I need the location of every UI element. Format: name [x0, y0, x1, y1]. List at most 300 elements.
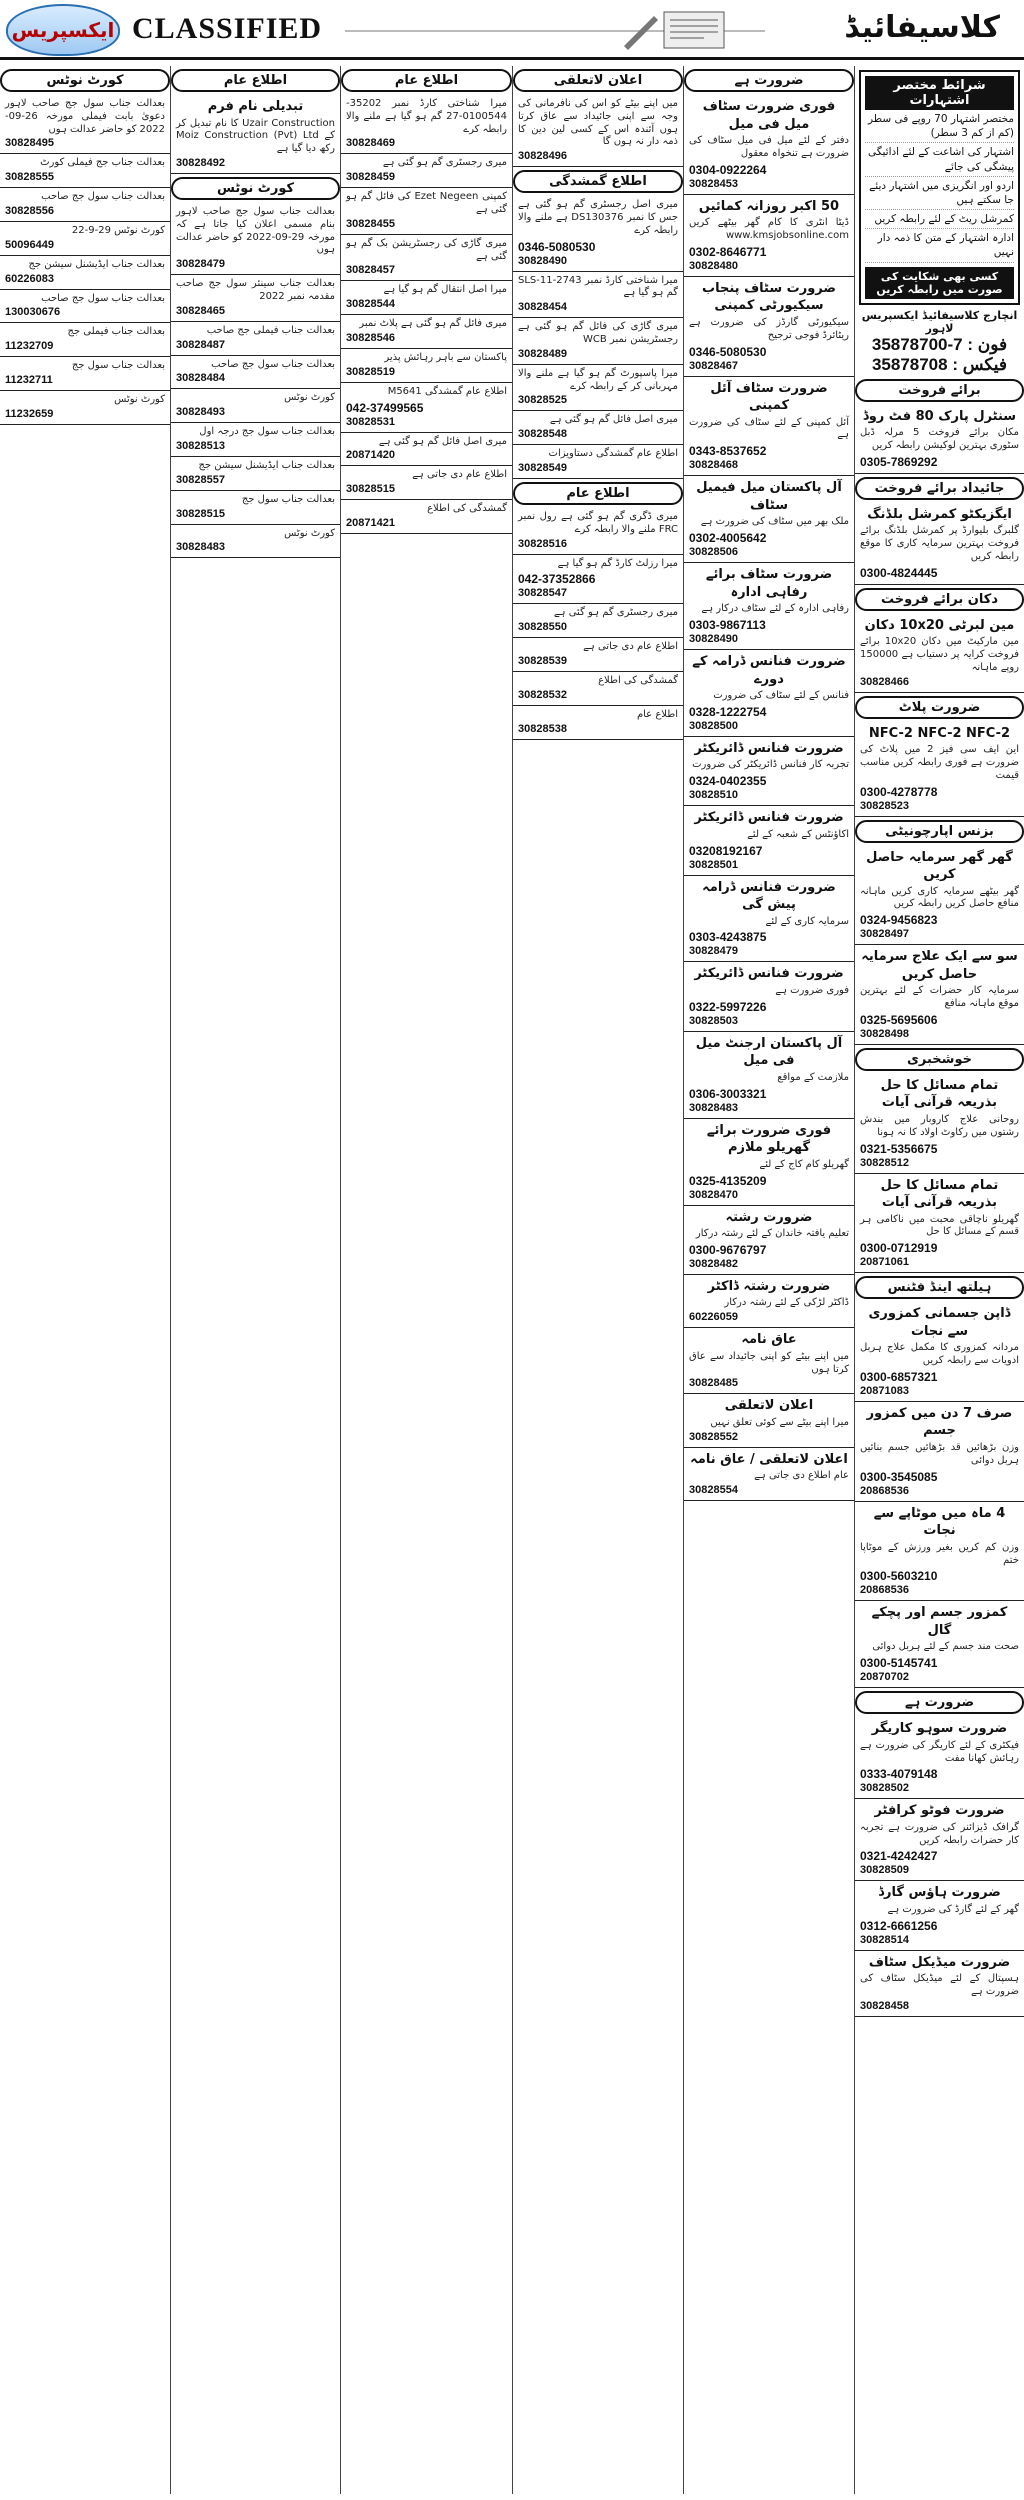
ad-title: ضرورت سٹاف آئل کمپنی	[710, 380, 828, 414]
classified-ad	[171, 457, 340, 491]
classified-ad	[171, 203, 340, 275]
ad-body: گمشدگی کی اطلاع	[598, 674, 678, 686]
classified-ad	[513, 95, 683, 167]
classified-ad	[855, 1302, 1024, 1402]
classified-ad	[341, 95, 512, 154]
classified-ad	[684, 806, 854, 875]
ad-body: ہسپتال کے لئے میڈیکل سٹاف کی ضرورت ہے	[860, 1973, 1019, 1998]
ad-title: ضرورت رشتہ ڈاکٹر	[707, 1278, 831, 1294]
classified-ad	[855, 1951, 1024, 2017]
column-terms	[855, 66, 1024, 2494]
terms-title: شرائط مختصر اشتہارات	[865, 76, 1014, 110]
column-notices	[513, 66, 683, 2494]
ad-body: این ایف سی فیز 2 میں پلاٹ کی ضرورت ہے فوری رابطہ کریں مناسب قیمت	[860, 744, 1019, 781]
section-header: اطلاع عام	[513, 482, 683, 505]
ads-list	[684, 69, 854, 1501]
classified-ad	[171, 491, 340, 525]
classified-ad	[684, 1119, 854, 1206]
ad-reference-code: 20871421	[346, 516, 395, 529]
ad-body: کورٹ نوٹس	[114, 393, 165, 405]
ad-reference-code: 30828547	[518, 587, 567, 600]
classified-ad	[341, 433, 512, 467]
classified-ad	[513, 411, 683, 445]
ad-body: بعدالت جناب سینئر سول جج صاحب مقدمہ نمبر 2022	[176, 278, 335, 302]
classified-ad	[513, 638, 683, 672]
classified-ad	[684, 1448, 854, 1501]
ad-reference-code: 30828470	[689, 1188, 738, 1201]
classified-ad	[513, 555, 683, 605]
ad-reference-code: 30828458	[860, 1999, 909, 2012]
ad-title: ضرورت فنانس ڈرامہ کے دورے	[692, 653, 846, 687]
ad-phone: 0300-3545085	[860, 1469, 938, 1484]
column-jobs	[684, 66, 854, 2494]
ad-body: رفاہی ادارہ کے لئے سٹاف درکار ہے	[701, 603, 849, 615]
classified-ad	[855, 1881, 1024, 1950]
classified-ad	[171, 423, 340, 457]
page-title-english: CLASSIFIED	[132, 12, 323, 45]
ad-reference-code: 30828509	[860, 1864, 909, 1877]
ad-reference-code: 30828479	[176, 258, 225, 271]
ad-title: NFC-2 NFC-2 NFC-2	[868, 725, 1011, 741]
express-logo	[6, 4, 120, 56]
ad-body: مکان برائے فروخت 5 مرلہ ڈبل سٹوری بہترین لوکیشن رابطہ کریں	[860, 427, 1020, 451]
classified-ad	[684, 737, 854, 806]
ad-reference-code: 30828501	[689, 858, 738, 871]
classified-ad	[341, 383, 512, 433]
ad-reference-code: 30828500	[689, 719, 738, 732]
ad-body: مین مارکیٹ میں دکان 10x20 برائے فروخت کرایہ پر دستیاب ہے 150000 روپے ماہانہ	[860, 636, 1020, 673]
ad-title: ضرورت رشتہ	[725, 1209, 813, 1225]
ad-body: گرافک ڈیزائنر کی ضرورت ہے تجربہ کار حضرات رابطہ کریں	[860, 1821, 1019, 1846]
classified-ad	[684, 876, 854, 963]
ad-phone: 0300-5145741	[860, 1656, 938, 1671]
ad-title: کمزور جسم اور پچکے گال	[871, 1605, 1008, 1638]
section-header: ہیلتھ اینڈ فٹنس	[855, 1276, 1024, 1299]
ad-reference-code: 30828485	[689, 1377, 738, 1390]
ad-reference-code: 60226083	[5, 272, 54, 285]
ad-title: ضرورت ہاؤس گارڈ	[878, 1885, 1001, 1901]
ad-phone: 0300-6857321	[860, 1369, 938, 1384]
ad-body: ڈیٹا انٹری کا کام گھر بیٹھے کریں www.kmsjobsonline.com	[689, 217, 849, 242]
ad-title: فوری ضرورت برائے گھریلو ملازم	[706, 1122, 832, 1156]
ad-body: بعدالت جناب سول جج درجہ اول	[199, 426, 335, 438]
ad-phone: 0325-5695606	[860, 1012, 938, 1027]
ad-body: بعدالت جناب سول جج	[241, 493, 335, 505]
classified-ad	[684, 195, 854, 277]
ad-body: بعدالت جناب سول جج	[71, 360, 165, 372]
complaint-note: کسی بھی شکایت کی صورت میں رابطہ کریں	[865, 267, 1014, 299]
ad-reference-code: 30828490	[689, 632, 738, 645]
ad-body: فیکٹری کے لئے کاریگر کی ضرورت ہے رہائش کھانا مفت	[860, 1739, 1019, 1764]
ad-phone: 0322-5997226	[689, 999, 767, 1014]
ad-phone: 0333-4079148	[860, 1767, 938, 1782]
classified-ad	[171, 275, 340, 322]
ad-body: ملک بھر میں سٹاف کی ضرورت ہے	[700, 516, 849, 528]
ad-body: میری گاڑی کی فائل گم ہو گئی ہے رجسٹریشن نمبر WCB	[518, 321, 678, 345]
ads-list	[0, 69, 170, 425]
ad-phone: 0300-4278778	[860, 784, 938, 799]
ad-title: 50 اکبر روزانہ کمائیں	[698, 198, 840, 214]
ad-body: میری اصل فائل گم ہو گئی ہے	[378, 435, 507, 447]
ad-body: اطلاع عام دی جاتی ہے	[412, 469, 507, 481]
classified-ad	[855, 1799, 1024, 1881]
ad-reference-code: 30828454	[518, 301, 567, 314]
page-title-urdu: کلاسیفائیڈ	[844, 10, 1000, 45]
ad-body: بعدالت جناب فیملی جج	[67, 326, 165, 338]
ad-phone: 0346-5080530	[518, 239, 596, 254]
classified-ad	[855, 405, 1024, 474]
section-header: خوشخبری	[855, 1048, 1024, 1071]
ad-body: بعدالت جناب ایڈیشنل سیشن جج	[198, 459, 335, 471]
ad-reference-code: 30828548	[518, 428, 567, 441]
section-header: ضرورت ہے	[855, 1691, 1024, 1714]
ad-reference-code: 20870702	[860, 1671, 909, 1684]
ad-phone: 042-37352866	[518, 572, 596, 587]
ads-list	[855, 379, 1024, 2017]
ad-body: اطلاع عام	[636, 708, 678, 720]
ad-reference-code: 30828515	[346, 483, 395, 496]
ad-reference-code: 30828531	[346, 415, 395, 428]
classified-ad	[0, 357, 170, 391]
ad-phone: 0305-7869292	[860, 454, 938, 469]
ad-body: میرا شناختی کارڈ نمبر SLS-11-2743 گم ہو گیا ہے	[518, 274, 678, 299]
ad-reference-code: 30828497	[860, 928, 909, 941]
ad-reference-code: 30828487	[176, 338, 225, 351]
ad-body: بعدالت جناب سول جج صاحب	[211, 358, 335, 370]
classified-ad	[0, 290, 170, 324]
ad-body: میرا شناختی کارڈ نمبر 35202-0100544-27 گم ہو گیا ہے ملنے والا رابطہ کرے	[346, 98, 507, 135]
classified-ad	[513, 445, 683, 479]
ad-reference-code: 30828549	[518, 461, 567, 474]
classified-ad	[171, 95, 340, 174]
ad-reference-code: 30828539	[518, 654, 567, 667]
ad-body: میری فائل گم ہو گئی ہے پلاٹ نمبر	[359, 318, 507, 330]
contact-box	[859, 309, 1020, 375]
ad-reference-code: 30828550	[518, 621, 567, 634]
ad-body: اکاؤنٹس کے شعبہ کے لئے	[747, 828, 849, 840]
ad-body: سیکیورٹی گارڈز کی ضرورت ہے ریٹائرڈ فوجی ترجیح	[689, 316, 849, 341]
ad-title: آل پاکستان میل فیمیل سٹاف	[696, 480, 842, 513]
classified-ad	[171, 525, 340, 559]
ad-body: میری ڈگری گم ہو گئی ہے رول نمبر FRC ملنے والا رابطہ کرے	[518, 510, 678, 535]
ad-reference-code: 30828490	[518, 254, 567, 267]
terms-line: اشتہار کی اشاعت کے لئے ادائیگی پیشگی کی جائے	[865, 143, 1014, 176]
ad-reference-code: 30828495	[5, 137, 54, 150]
ad-body: Uzair Construction کا نام تبدیل کر کے Moiz Construction (Pvt) Ltd رکھ دیا گیا ہے	[176, 117, 335, 155]
classified-ad	[513, 196, 683, 271]
classified-ad	[513, 706, 683, 740]
ad-title: مین لبرٹی 10x20 دکان	[864, 617, 1015, 633]
ad-reference-code: 30828467	[689, 359, 738, 372]
ad-phone: 0321-4242427	[860, 1849, 938, 1864]
classified-ad	[855, 1402, 1024, 1502]
ad-reference-code: 30828552	[689, 1430, 738, 1443]
classified-ad	[855, 846, 1024, 946]
ad-body: پاکستان سے باہر رہائش پذیر	[384, 351, 507, 363]
ad-body: اطلاع عام گمشدگی M5641	[387, 385, 507, 397]
ad-body: میری اصل فائل گم ہو گئی ہے	[549, 414, 678, 426]
ad-body: بعدالت جناب سول جج صاحب لاہور بنام مسمی اعلان کیا جاتا ہے کہ مورخہ 29-09-2022 کو حاضر عدالت ہوں	[176, 205, 336, 256]
ad-reference-code: 30828506	[689, 546, 738, 559]
classified-ad	[341, 315, 512, 349]
ad-reference-code: 30828502	[860, 1782, 909, 1795]
ad-reference-code: 20871420	[346, 449, 395, 462]
ad-reference-code: 30828493	[176, 406, 225, 419]
ad-body: میں اپنے بیٹے کو اس کی نافرمانی کی وجہ سے اپنی جائیداد سے عاق کرتا ہوں آئندہ اس کے کسی لین دین کا ذمہ دار نہ ہوں گا	[518, 98, 678, 148]
section-header: جائیداد برائے فروخت	[855, 477, 1024, 500]
classified-ad	[855, 722, 1024, 817]
section-header: اطلاع عام	[171, 69, 340, 92]
ad-body: میرا اپنے بیٹے سے کوئی تعلق نہیں	[710, 1416, 849, 1428]
ad-phone: 0324-0402355	[689, 774, 767, 789]
column-court-notices	[0, 66, 170, 2494]
ad-phone: 0300-9676797	[689, 1242, 767, 1257]
ad-title: ضرورت سٹاف برائے رفاہی ادارہ	[705, 567, 833, 600]
ad-phone: 0302-4005642	[689, 531, 767, 546]
ad-body: بعدالت جناب سول جج صاحب	[41, 191, 165, 203]
logo-text: ایکسپریس	[11, 18, 115, 42]
ad-title: تمام مسائل کا حل بذریعہ قرآنی آیات	[880, 1077, 999, 1111]
ad-body: عام اطلاع دی جاتی ہے	[754, 1470, 849, 1482]
ad-phone: 0303-9867113	[689, 617, 766, 632]
classified-ad	[513, 365, 683, 412]
ad-phone: 0300-5603210	[860, 1569, 938, 1584]
column-notices	[341, 66, 512, 2494]
ad-body: میری اصل رجسٹری گم ہو گئی ہے جس کا نمبر DS130376 ہے ملنے والا رابطہ کرے	[518, 199, 679, 236]
ad-reference-code: 30828483	[176, 541, 225, 554]
ad-title: آل پاکستان ارجنٹ میل فی میل	[695, 1035, 843, 1069]
ad-body: وزن کم کریں بغیر ورزش کے موٹاپا ختم	[860, 1541, 1019, 1566]
ad-body: اطلاع عام دی جاتی ہے	[583, 641, 678, 653]
ad-phone: 0343-8537652	[689, 444, 767, 459]
ad-reference-code: 30828465	[176, 304, 225, 317]
classified-ad	[855, 945, 1024, 1045]
ad-title: ڈاپن جسمانی کمزوری سے نجات	[868, 1306, 1011, 1339]
classified-ad	[684, 1275, 854, 1328]
classified-ad	[513, 604, 683, 638]
terms-line: مختصر اشتہار 70 روپے فی سطر (کم از کم 3 سطر)	[865, 110, 1014, 143]
ad-reference-code: 20868536	[860, 1584, 909, 1597]
ad-body: ملازمت کے مواقع	[777, 1071, 849, 1083]
classified-ad	[855, 1502, 1024, 1602]
ad-reference-code: 20868536	[860, 1484, 909, 1497]
ad-reference-code: 130030676	[5, 306, 61, 319]
ad-reference-code: 30828544	[346, 298, 395, 311]
classified-ad	[341, 235, 512, 282]
classified-ad	[855, 1717, 1024, 1799]
ad-body: کورٹ نوٹس	[284, 392, 335, 404]
ad-body: میرا اصل انتقال گم ہو گیا ہے	[383, 284, 507, 296]
ad-reference-code: 20871061	[860, 1256, 909, 1269]
ad-reference-code: 30828482	[689, 1257, 738, 1270]
ad-phone: 042-37499565	[346, 400, 424, 415]
ad-body: ڈاکٹر لڑکی کے لئے رشتہ درکار	[724, 1297, 849, 1309]
ad-reference-code: 30828479	[689, 945, 738, 958]
classified-ad	[341, 281, 512, 315]
ad-reference-code: 30828546	[346, 331, 395, 344]
ad-reference-code: 30828515	[176, 507, 225, 520]
ad-body: وزن بڑھائیں قد بڑھائیں جسم بنائیں ہربل دوائی	[860, 1442, 1019, 1466]
ad-reference-code: 30828455	[346, 217, 395, 230]
ad-body: بعدالت جناب سول جج صاحب	[41, 292, 165, 304]
ad-reference-code: 11232709	[5, 340, 54, 353]
classified-ad	[684, 95, 854, 195]
ad-title: سو سے ایک علاج سرمایہ حاصل کریں	[861, 949, 1018, 982]
ad-title: ضرورت فنانس ڈائریکٹر	[694, 740, 844, 756]
ad-body: سرمایہ کار حضرات کے لئے بہترین موقع ماہانہ منافع	[860, 985, 1019, 1010]
column-court-notices	[171, 66, 340, 2494]
ad-reference-code: 30828492	[176, 156, 225, 169]
classified-ad	[684, 1206, 854, 1275]
ad-body: کمپنی Ezet Negeen کی فائل گم ہو گئی ہے	[346, 191, 507, 215]
ad-body: گمشدگی کی اطلاع	[427, 503, 507, 515]
ad-title: فوری ضرورت سٹاف میل فی میل	[702, 99, 836, 132]
classified-ad	[855, 1174, 1024, 1274]
ad-body: گھریلو کام کاج کے لئے	[759, 1158, 849, 1170]
classified-ad	[513, 508, 683, 555]
ad-reference-code: 30828532	[518, 688, 567, 701]
ad-body: میری گاڑی کی رجسٹریشن بک گم ہو گئی ہے	[346, 237, 507, 262]
ad-phone: 0300-0712919	[860, 1241, 938, 1256]
classified-ad	[341, 500, 512, 534]
ad-reference-code: 11232711	[5, 373, 53, 386]
section-header: برائے فروخت	[855, 379, 1024, 402]
ad-title: عاق نامہ	[741, 1332, 797, 1348]
ad-body: میں اپنے بیٹے کو اپنی جائیداد سے عاق کرتا ہوں	[689, 1350, 849, 1375]
ad-reference-code: 30828523	[860, 799, 909, 812]
classified-ad	[171, 322, 340, 356]
ad-body: اطلاع عام گمشدگی دستاویزات	[548, 448, 678, 460]
classified-ad	[171, 389, 340, 423]
ad-phone: 0321-5356675	[860, 1141, 938, 1156]
ad-phone: 0304-0922264	[689, 162, 767, 177]
classified-ad	[513, 318, 683, 365]
ad-reference-code: 30828556	[5, 204, 54, 217]
ad-reference-code: 11232659	[5, 407, 54, 420]
ad-reference-code: 30828503	[689, 1014, 738, 1027]
ad-body: میری رجسٹری گم ہو گئی ہے	[553, 607, 678, 619]
ad-body: تجربہ کار فنانس ڈائریکٹر کی ضرورت	[692, 759, 849, 771]
ad-phone: 0300-4824445	[860, 565, 938, 580]
ad-body: گھر کے لئے گارڈ کی ضرورت ہے	[887, 1904, 1019, 1916]
ad-reference-code: 30828554	[689, 1484, 738, 1497]
ads-list	[171, 69, 340, 558]
ad-reference-code: 30828483	[689, 1101, 738, 1114]
ad-reference-code: 30828496	[518, 150, 567, 163]
ad-phone: 0312-6661256	[860, 1918, 938, 1933]
classified-ad	[0, 95, 170, 154]
ad-title: ضرورت فوٹو کرافٹر	[874, 1803, 1005, 1819]
classified-ad	[0, 391, 170, 425]
ad-body: کورٹ نوٹس 29-9-22	[71, 224, 165, 236]
classified-ad	[855, 1074, 1024, 1174]
ad-reference-code: 30828512	[860, 1156, 909, 1169]
ad-phone: 0303-4243875	[689, 930, 767, 945]
ad-phone: 0302-8646771	[689, 244, 767, 259]
ad-reference-code: 30828525	[518, 394, 567, 407]
classified-ad	[855, 1601, 1024, 1688]
ad-body: فنانس کے لئے سٹاف کی ضرورت	[713, 690, 849, 702]
ad-title: 4 ماہ میں موٹاپے سے نجات	[873, 1505, 1006, 1539]
classified-ad	[684, 962, 854, 1031]
classified-ad	[0, 222, 170, 256]
ad-body: دفتر کے لئے میل فی میل سٹاف کی ضرورت ہے تنخواہ معقول	[689, 135, 849, 159]
masthead	[0, 0, 1024, 60]
ad-body: بعدالت جناب ایڈیشنل سیشن جج	[28, 258, 165, 270]
ad-phone: 03208192167	[689, 843, 763, 858]
ads-list	[513, 69, 683, 740]
ad-title: ضرورت سوہو کاریگر	[871, 1721, 1008, 1737]
ad-reference-code: 30828468	[689, 459, 738, 472]
section-header: کورٹ نوٹس	[171, 177, 340, 200]
terms-line: کمرشل ریٹ کے لئے رابطہ کریں	[865, 210, 1014, 229]
ad-title: ضرورت سٹاف پنجاب سیکیورٹی کمپنی	[702, 280, 836, 314]
ad-phone: 0328-1222754	[689, 704, 767, 719]
classified-ad	[684, 1032, 854, 1119]
classified-ad	[341, 466, 512, 500]
ad-body: سرمایہ کاری کے لئے	[765, 915, 849, 927]
ad-title: ضرورت میڈیکل سٹاف	[868, 1954, 1011, 1970]
ad-reference-code: 30828480	[689, 259, 738, 272]
classified-ad	[513, 272, 683, 319]
ad-body: بعدالت جناب سول جج صاحب لاہور دعویٰ بابت فیملی مورخہ 26-09-2022 کو حاضر عدالت ہوں	[5, 98, 165, 135]
contact-name: انچارج کلاسیفائیڈ ایکسپریس لاہور	[861, 308, 1018, 335]
section-header: اعلان لاتعلقی	[513, 69, 683, 92]
ad-reference-code: 30828557	[176, 473, 225, 486]
classified-ad	[684, 650, 854, 737]
classified-ad	[684, 377, 854, 477]
section-header: بزنس اپارچونیٹی	[855, 820, 1024, 843]
ad-reference-code: 30828484	[176, 372, 225, 385]
ad-title: تبدیلی نام فرم	[207, 99, 304, 114]
ad-title: اعلان لاتعلقی	[724, 1398, 814, 1414]
ad-body: گھر بیٹھے سرمایہ کاری کریں ماہانہ منافع حاصل کریں رابطہ کریں	[860, 885, 1019, 910]
ad-reference-code: 60226059	[689, 1311, 738, 1324]
ad-body: میرا رزلٹ کارڈ گم ہو گیا ہے	[557, 557, 678, 569]
ad-body: مردانہ کمزوری کا مکمل علاج ہربل ادویات سے رابطہ کریں	[860, 1342, 1019, 1367]
ad-reference-code: 30828514	[860, 1933, 909, 1946]
ad-title: ضرورت فنانس ڈائریکٹر	[694, 966, 844, 982]
classified-ad	[171, 356, 340, 390]
ad-reference-code: 30828510	[689, 789, 738, 802]
section-header: اطلاع گمشدگی	[513, 170, 683, 193]
ad-body: بعدالت جناب فیملی جج صاحب	[206, 324, 335, 336]
ad-reference-code: 30828466	[860, 675, 909, 688]
terms-box	[859, 70, 1020, 305]
newspaper-icon	[604, 8, 754, 52]
ad-body: آئل کمپنی کے لئے سٹاف کی ضرورت ہے	[689, 416, 849, 441]
ad-body: فوری ضرورت ہے	[775, 985, 849, 996]
ad-phone: 0325-4135209	[689, 1173, 767, 1188]
classified-ad	[341, 188, 512, 235]
section-header: کورٹ نوٹس	[0, 69, 170, 92]
classified-ad	[855, 614, 1024, 693]
section-header: دکان برائے فروخت	[855, 588, 1024, 611]
classified-ad	[513, 672, 683, 706]
section-header: ضرورت پلاٹ	[855, 696, 1024, 719]
ad-reference-code: 30828457	[346, 264, 395, 277]
ad-body: بعدالت جناب جج فیملی کورٹ	[40, 157, 165, 169]
ad-reference-code: 30828538	[518, 722, 567, 735]
ad-title: ضرورت فنانس ڈرامہ پیش گی	[702, 879, 836, 913]
classified-ad	[0, 188, 170, 222]
ad-body: گلبرگ بلیوارڈ پر کمرشل بلڈنگ برائے فروخت بہترین سرمایہ کاری کا موقع رابطہ کریں	[860, 525, 1019, 562]
ad-body: میری رجسٹری گم ہو گئی ہے	[382, 157, 507, 169]
classified-ad	[0, 256, 170, 290]
classified-ad	[684, 563, 854, 650]
ad-phone: 0306-3003321	[689, 1086, 767, 1101]
classified-ad	[684, 1328, 854, 1394]
